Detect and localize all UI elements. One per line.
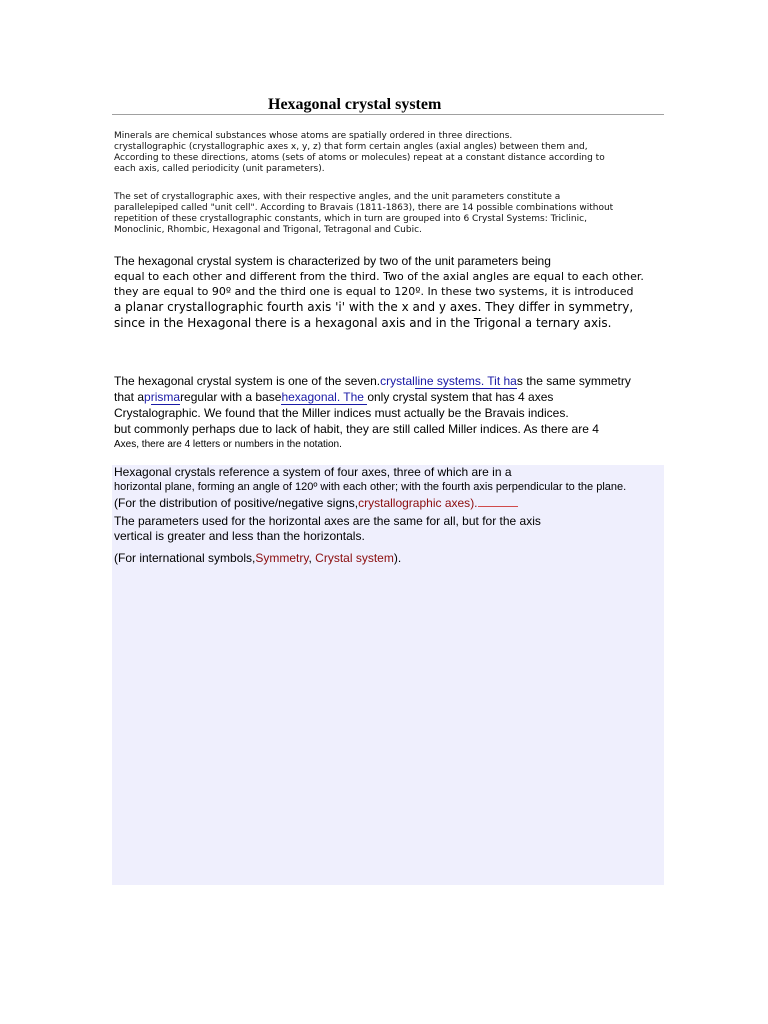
seven-systems-line: Crystalographic. We found that the Miller indices must actually be the Bravais indices. (114, 406, 569, 420)
text-run: ). (470, 496, 478, 510)
crystalline-systems-link-underlined[interactable]: line systems. Tit ha (414, 374, 517, 388)
intro-line: According to these directions, atoms (sets of atoms or molecules) repeat at a constant distance according to (114, 153, 605, 163)
characterized-line: a planar crystallographic fourth axis 'i' with the x and y axes. They differ in symmetry, (114, 300, 634, 314)
crystalline-systems-link[interactable]: crystal (380, 374, 415, 388)
parameters-paragraph (114, 514, 541, 544)
intro-line: each axis, called periodicity (unit parameters). (114, 164, 325, 174)
unit-cell-line: parallelepiped called "unit cell". According to Bravais (1811-1863), there are 14 possible combinations without (114, 203, 614, 213)
link-underline-decoration (478, 495, 518, 507)
page-title: Hexagonal crystal system (268, 96, 442, 113)
symmetry-link[interactable]: Symmetry (255, 551, 309, 565)
characterized-line: The hexagonal crystal system is characterized by two of the unit parameters being (114, 254, 551, 268)
crystallographic-axes-link[interactable]: crystallographic axes (358, 496, 471, 510)
parameters-line: The parameters used for the horizontal axes are the same for all, but for the axis (114, 514, 541, 528)
crystal-system-link[interactable]: Crystal system (315, 551, 394, 565)
symbols-paragraph (114, 550, 401, 566)
seven-systems-line (114, 373, 631, 389)
characterized-line: they are equal to 90º and the third one is equal to 120º. In these two systems, it is introduced (114, 285, 634, 298)
text-run: ). (393, 551, 402, 565)
intro-line: crystallographic (crystallographic axes x, y, z) that form certain angles (axial angles) between them and, (114, 142, 588, 152)
text-run: s the same symmetry (516, 374, 631, 388)
seven-systems-line: Axes, there are 4 letters or numbers in the notation. (114, 439, 342, 450)
prism-link-underlined[interactable]: risma (150, 390, 181, 404)
prism-link[interactable]: p (144, 390, 151, 404)
text-run: regular with a base (180, 390, 282, 404)
reference-line: horizontal plane, forming an angle of 120º with each other; with the fourth axis perpendicular to the plane. (114, 481, 627, 493)
title-divider (112, 114, 664, 115)
text-run: (For international symbols, (114, 551, 256, 565)
characterized-line: equal to each other and different from the third. Two of the axial angles are equal to each other. (114, 270, 644, 283)
text-run: The hexagonal crystal system is one of the seven. (114, 374, 381, 388)
symbols-line (114, 550, 401, 566)
unit-cell-line: repetition of these crystallographic constants, which in turn are grouped into 6 Crystal Systems: Triclinic, (114, 214, 587, 224)
reference-axes-paragraph (114, 465, 626, 511)
unit-cell-line: Monoclinic, Rhombic, Hexagonal and Trigonal, Tetragonal and Cubic. (114, 225, 422, 235)
hexagonal-link[interactable]: hexagonal. The (281, 390, 368, 404)
intro-line: Minerals are chemical substances whose atoms are spatially ordered in three directions. (114, 131, 513, 141)
text-run: (For the distribution of positive/negative signs, (114, 496, 359, 510)
text-run: only crystal system that has 4 axes (367, 390, 554, 404)
intro-paragraph (114, 131, 605, 175)
unit-cell-line: The set of crystallographic axes, with their respective angles, and the unit parameters constitute a (114, 192, 561, 202)
reference-line: Hexagonal crystals reference a system of four axes, three of which are in a (114, 465, 512, 479)
seven-systems-paragraph (114, 373, 631, 453)
characterized-line: since in the Hexagonal there is a hexagonal axis and in the Trigonal a ternary axis. (114, 316, 612, 330)
parameters-line: vertical is greater and less than the horizontals. (114, 529, 365, 543)
unit-cell-paragraph (114, 192, 613, 236)
text-run: , (308, 551, 316, 565)
seven-systems-line: but commonly perhaps due to lack of habit, they are still called Miller indices. As there are 4 (114, 422, 599, 436)
text-run: that a (114, 390, 145, 404)
seven-systems-line (114, 389, 631, 405)
reference-line (114, 495, 626, 511)
characterized-paragraph (114, 253, 644, 331)
